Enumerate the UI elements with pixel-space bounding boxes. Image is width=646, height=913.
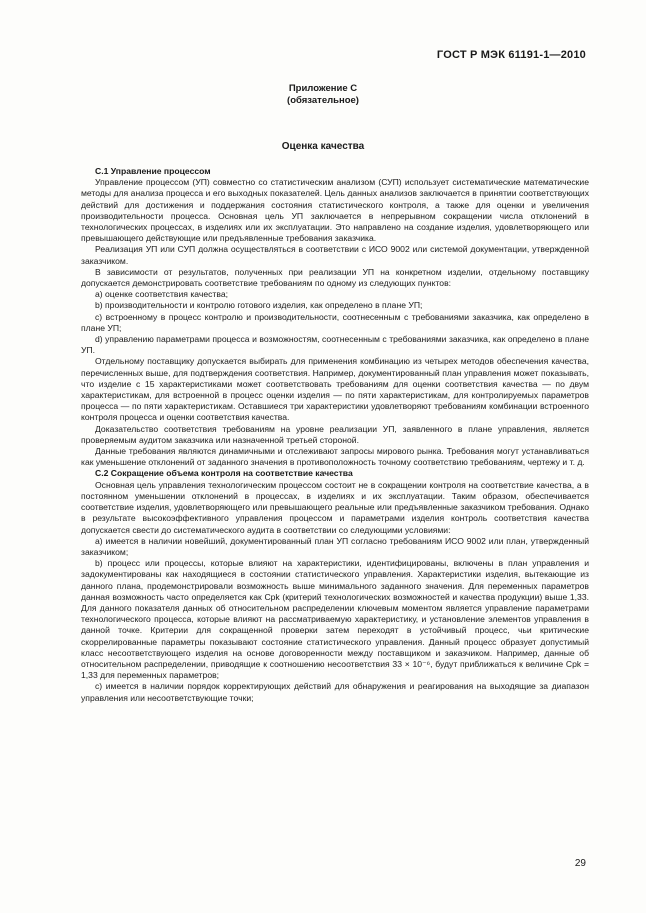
page-number: 29 <box>574 858 586 869</box>
section-heading: С.2 Сокращение объема контроля на соответствие качества <box>95 468 353 479</box>
body-text <box>81 166 589 704</box>
paragraph: В зависимости от результатов, полученных при реализации УП на конкретном изделии, отдельному поставщику допускается демонстрировать соответствие требованиям по одному из следующих пунктов: <box>81 266 589 289</box>
paragraph: Основная цель управления технологическим процессом состоит не в сокращении контроля на соответствие качества, а в постоянном уменьшении отклонений в процессах, в изделиях и их эксплуатации. Таким образом, обеспечивается соответствие изделия, удовлетворяющего или превышающего реальные или предъявленные заказчиком требования. Однако в результате высокоэффективного управления процессом и параметрами изделия контроль соответствия качества допускается свести до систематического аудита в соответствии со следующими условиями: <box>81 479 589 535</box>
annex-heading <box>0 83 646 107</box>
list-item: b) производительности и контролю готового изделия, как определено в плане УП; <box>95 300 423 311</box>
list-item: а) имеется в наличии новейший, документированный план УП согласно требованиям ИСО 9002 или план, утвержденный заказчиком; <box>81 535 589 557</box>
list-item: d) управлению параметрами процесса и возможностям, соотнесенным с требованиями заказчика, как определено в плане УП. <box>81 334 589 356</box>
section-heading: С.1 Управление процессом <box>95 166 211 176</box>
paragraph: Реализация УП или СУП должна осуществляться в соответствии с ИСО 9002 или системой документации, утвержденной заказчиком. <box>81 244 589 266</box>
paragraph: Доказательство соответствия требованиям на уровне реализации УП, заявленного в плане управления, является проверяемым аудитом заказчика или назначенной третьей стороной. <box>81 423 589 445</box>
list-item: с) встроенному в процесс контролю и производительности, соотнесенным с требованиями заказчика, как определено в плане УП; <box>81 311 589 333</box>
list-item: а) оценке соответствия качества; <box>95 289 228 300</box>
annex-label: Приложение С <box>288 83 358 94</box>
list-item: с) имеется в наличии порядок корректирующих действий для обнаружения и реагирования на выходящие за диапазон управления или несоответствующие точки; <box>81 681 589 703</box>
list-item: b) процесс или процессы, которые влияют на характеристики, идентифицированы, включены в план управления и задокументированы как находящиеся в состоянии статистического управления. Характеристики изделия, вытекающие из данного плана, продемонстрировали возможность выше минимального заданного значения. Для переменных параметров данная возможность часто определяется как Cpk (критерий технологических возможностей и качества продукции) выше 1,33. Для данного показателя данных об относительном распределении ключевым моментом является управление параметрами технологического процесса, которые влияют на рассматриваемую характеристику, и установление элементов управления в данной точке. Критерии для сокращенной проверки затем переходят в устойчивый процесс, чьи критические скоррелированные параметры показывают состояние статистического управления. Данный процесс образует допустимый класс несоответствующего изделия на основе договоренности между поставщиком и заказчиком. Например, данные об относительном распределении, приводящие к соотношению несоответствия 33 × 10⁻⁶, будут приближаться к величине Cpk = 1,33 для переменных параметров; <box>81 558 589 681</box>
page-title: Оценка качества <box>281 141 365 152</box>
paragraph: Управление процессом (УП) совместно со статистическим анализом (СУП) использует систематические математические методы для анализа процесса и его выходных показателей. Цель данных анализов заключается в принятии соответствующих действий для достижения и поддержания состояния статистического контроля, а также для оценки и увеличения производительности процесса. Основная цель УП заключается в непрерывном сокращении числа отклонений в технологических процессах, в изделиях или их эксплуатации. Это направлено на создание изделия, удовлетворяющего или превышающего действующие или предъявленные требования заказчика. <box>81 177 589 244</box>
paragraph: Отдельному поставщику допускается выбирать для применения комбинацию из четырех методов обеспечения качества, перечисленных выше, для подтверждения соответствия. Например, документированный план управления может показывать, что изделие с 15 характеристиками может соответствовать требованиям для оценки соответствия качества — по двум характеристикам, для встроенной в процесс оценки изделия — по пяти характеристикам, для контролируемых параметров процесса — по пяти характеристикам. Оставшиеся три характеристики удовлетворяют требованиям комбинации встроенного контроля процесса и оценки соответствия качества. <box>81 356 589 423</box>
annex-status: (обязательное) <box>287 95 359 106</box>
document-code: ГОСТ Р МЭК 61191-1—2010 <box>436 49 586 61</box>
paragraph: Данные требования являются динамичными и отслеживают запросы мирового рынка. Требования могут устанавливаться как уменьшение отклонений от заданного значения в противоположность точному соответствию требованиям, чертежу и т. д. <box>81 446 589 468</box>
